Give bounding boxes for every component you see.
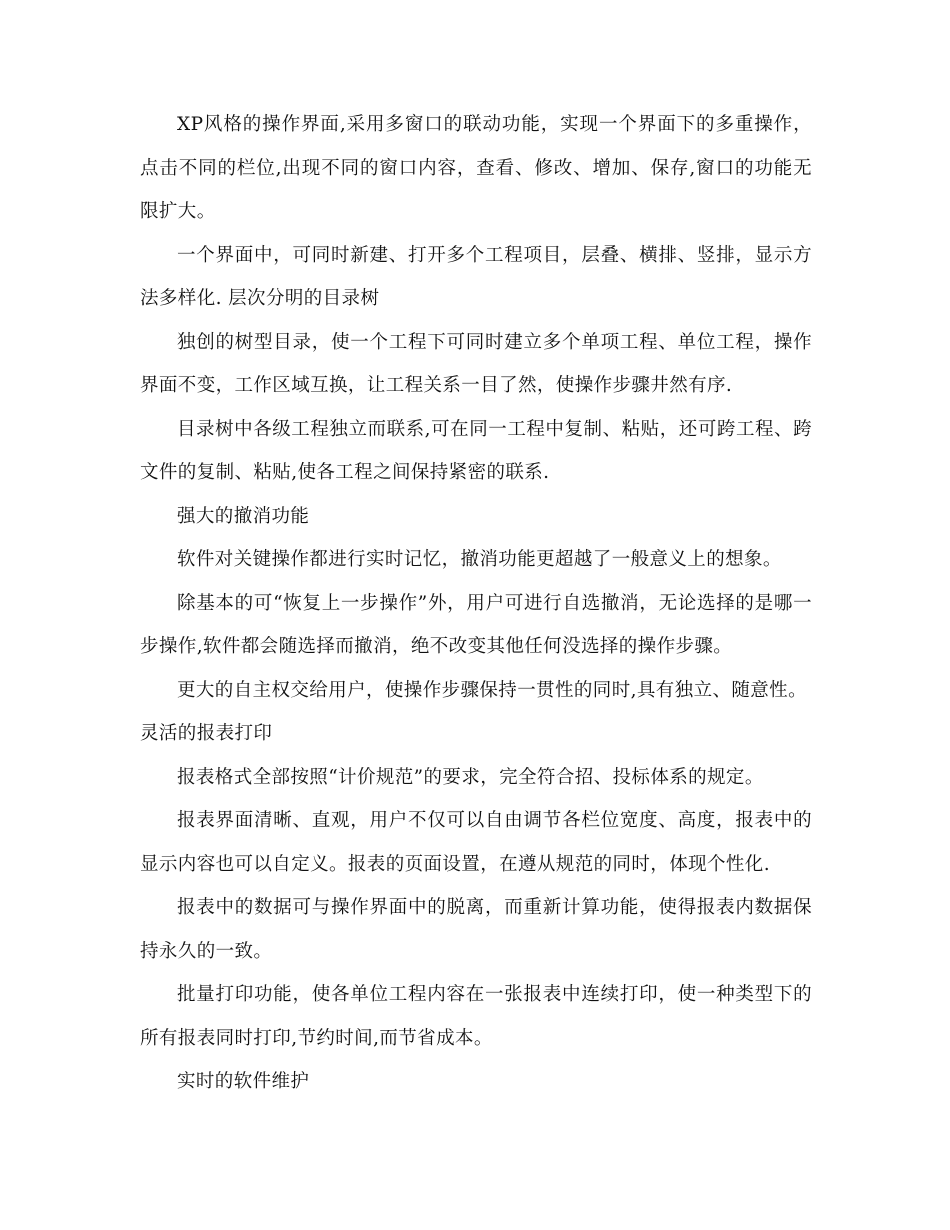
paragraph-selective-undo: 除基本的可“恢复上一步操作”外，用户可进行自选撤消，无论选择的是哪一步操作,软件都会随选择而撤消，绝不改变其他任何没选择的操作步骤。 bbox=[140, 592, 812, 657]
paragraph-user-autonomy: 更大的自主权交给用户，使操作步骤保持一贯性的同时,具有独立、随意性。 bbox=[177, 679, 807, 701]
heading-software-maintenance: 实时的软件维护 bbox=[177, 1071, 310, 1092]
paragraph-xp-interface: XP风格的操作界面,采用多窗口的联动功能，实现一个界面下的多重操作，点击不同的栏位,出现不同的窗口内容，查看、修改、增加、保存,窗口的功能无限扩大。 bbox=[140, 114, 812, 222]
paragraph-report-format: 报表格式全部按照“计价规范”的要求，完全符合招、投标体系的规定。 bbox=[177, 766, 764, 788]
heading-report-printing: 灵活的报表打印 bbox=[140, 723, 273, 744]
paragraph-tree-directory: 独创的树型目录，使一个工程下可同时建立多个单项工程、单位工程，操作界面不变，工作区域互换，让工程关系一目了然，使操作步骤井然有序. bbox=[140, 331, 812, 396]
paragraph-multi-project: 一个界面中，可同时新建、打开多个工程项目，层叠、横排、竖排，显示方法多样化. 层次分明的目录树 bbox=[140, 244, 812, 309]
paragraph-report-interface: 报表界面清晰、直观，用户不仅可以自由调节各栏位宽度、高度，报表中的显示内容也可以自定义。报表的页面设置，在遵从规范的同时，体现个性化. bbox=[140, 810, 812, 875]
heading-undo-function: 强大的撤消功能 bbox=[177, 505, 310, 527]
paragraph-batch-print: 批量打印功能，使各单位工程内容在一张报表中连续打印，使一种类型下的所有报表同时打印,节约时间,而节省成本。 bbox=[140, 984, 812, 1049]
paragraph-report-data: 报表中的数据可与操作界面中的脱离，而重新计算功能，使得报表内数据保持永久的一致。 bbox=[140, 897, 812, 962]
paragraph-undo-memory: 软件对关键操作都进行实时记忆，撤消功能更超越了一般意义上的想象。 bbox=[177, 549, 782, 570]
paragraph-tree-copy-paste: 目录树中各级工程独立而联系,可在同一工程中复制、粘贴，还可跨工程、跨文件的复制、粘贴,使各工程之间保持紧密的联系. bbox=[140, 418, 812, 483]
document-body bbox=[140, 103, 812, 1104]
